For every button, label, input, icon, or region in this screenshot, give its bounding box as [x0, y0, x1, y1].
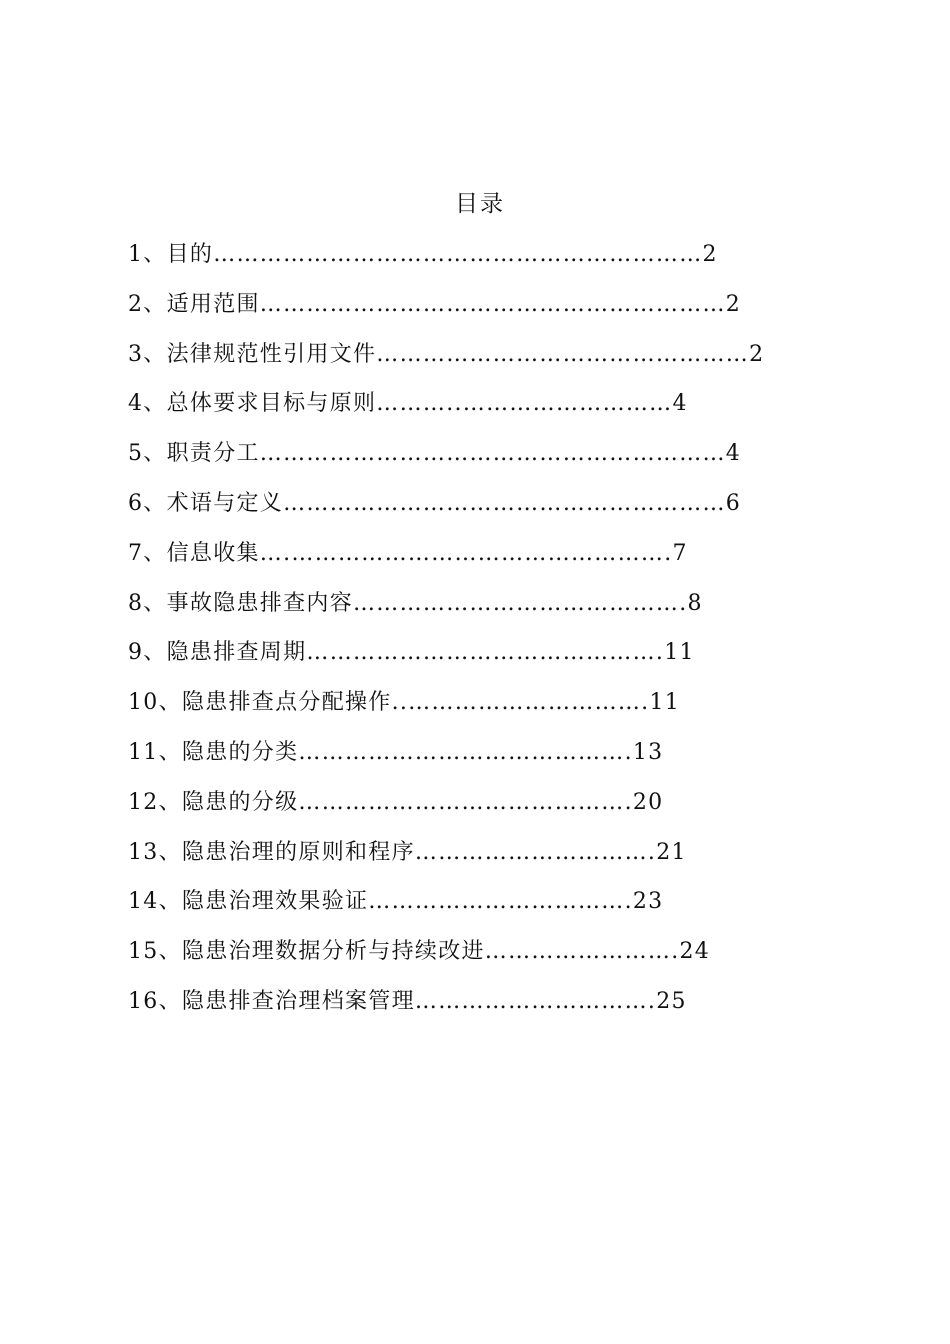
- toc-entry[interactable]: 2、适用范围……………………………………………………2: [128, 291, 742, 317]
- toc-entry[interactable]: 15、隐患治理数据分析与持续改进…………………….24: [128, 939, 711, 965]
- toc-title: 目录: [455, 191, 505, 217]
- toc-entry[interactable]: 13、隐患治理的原则和程序………………………….21: [128, 839, 687, 865]
- toc-entry[interactable]: 4、总体要求目标与原则………..………………………4: [128, 391, 688, 417]
- toc-entry[interactable]: 1、目的………………………………………………………2: [128, 242, 718, 267]
- toc-entry[interactable]: 11、隐患的分类…………………………………….13: [128, 739, 664, 765]
- toc-entry[interactable]: 9、隐患排查周期……………………………………….11: [128, 640, 695, 666]
- toc-entry[interactable]: 6、术语与定义…………………………………………………6: [128, 490, 742, 516]
- toc-entry[interactable]: 14、隐患治理效果验证…………………………….23: [128, 889, 664, 915]
- toc-entry[interactable]: 8、事故隐患排查内容…………………………………….8: [128, 590, 703, 616]
- toc-list: [128, 236, 808, 1033]
- toc-entry[interactable]: 3、法律规范性引用文件…………………………………………2: [128, 341, 765, 367]
- toc-entry[interactable]: 10、隐患排查点分配操作..………………………….11: [128, 690, 681, 716]
- toc-entry[interactable]: 12、隐患的分级…………………………………….20: [128, 789, 664, 815]
- toc-entry[interactable]: 5、职责分工……………………………………………………4: [128, 441, 742, 467]
- toc-entry[interactable]: 16、隐患排查治理档案管理………………………….25: [128, 988, 687, 1014]
- toc-entry[interactable]: 7、信息收集….………………………………………….7: [128, 540, 688, 566]
